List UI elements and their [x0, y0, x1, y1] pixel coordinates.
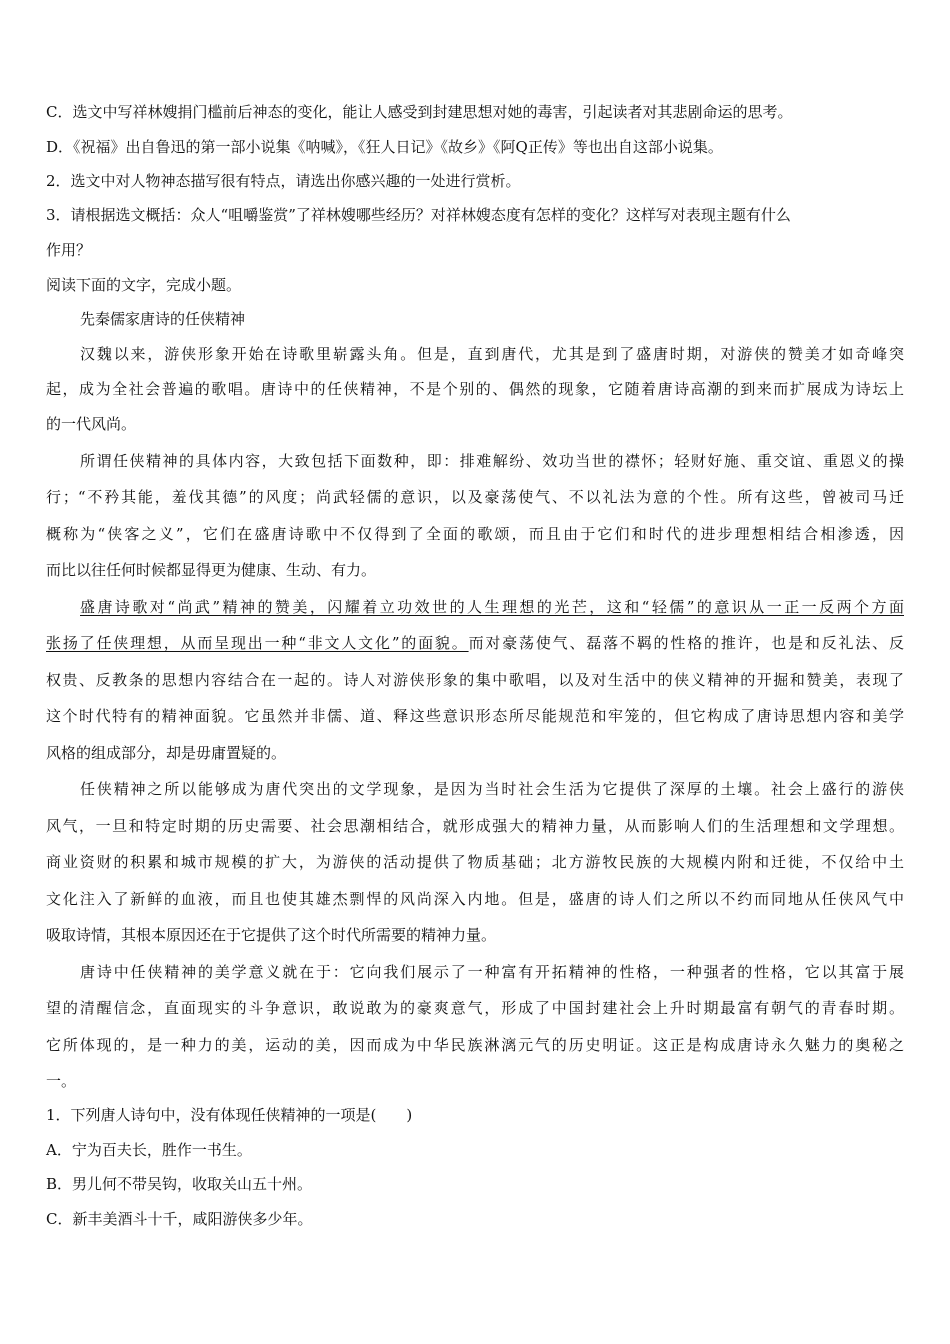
paragraph-1-line: 的一代风尚。 — [46, 415, 137, 433]
question-1-option-b: B．男儿何不带吴钩，收取关山五十州。 — [46, 1175, 313, 1193]
paragraph-1-line: 起，成为全社会普遍的歌唱。唐诗中的任侠精神，不是个别的、偶然的现象，它随着唐诗高潮的到来而扩展成为诗坛上 — [46, 380, 904, 398]
paragraph-5-line: 望的清醒信念，直面现实的斗争意识，敢说敢为的豪爽意气，形成了中国封建社会上升时期最富有朝气的青春时期。 — [46, 999, 904, 1017]
paragraph-4-line: 吸取诗情，其根本原因还在于它提供了这个时代所需要的精神力量。 — [46, 926, 497, 944]
paragraph-3-text: 而对豪荡使气、磊落不羁的性格的推许，也是和反礼法、反 — [468, 634, 904, 652]
prev-question-3-line-1: 3．请根据选文概括：众人“咀嚼鉴赏”了祥林嫂哪些经历？对祥林嫂态度有怎样的变化？这样写对表现主题有什么 — [46, 206, 791, 224]
prev-option-d: D．《祝福》出自鲁迅的第一部小说集《呐喊》，《狂人日记》《故乡》《阿Q正传》等也出自这部小说集。 — [46, 138, 723, 156]
question-1-stem: 1．下列唐人诗句中，没有体现任侠精神的一项是( ) — [46, 1106, 413, 1124]
paragraph-2-line: 行；“不矜其能，羞伐其德”的风度；尚武轻儒的意识，以及豪荡使气、不以礼法为意的个性。所有这些，曾被司马迁 — [46, 488, 904, 506]
paragraph-4-line: 文化注入了新鲜的血液，而且也使其雄杰剽悍的风尚深入内地。但是，盛唐的诗人们之所以不约而同地从任侠风气中 — [46, 890, 904, 908]
paragraph-5-line: 一。 — [46, 1072, 77, 1090]
paragraph-2-line: 概称为“侠客之义”，它们在盛唐诗歌中不仅得到了全面的歌颂，而且由于它们和时代的进步理想相结合相渗透，因 — [46, 525, 904, 543]
paragraph-4-line: 任侠精神之所以能够成为唐代突出的文学现象，是因为当时社会生活为它提供了深厚的土壤。社会上盛行的游侠 — [80, 780, 904, 798]
paragraph-5-line: 它所体现的，是一种力的美，运动的美，因而成为中华民族淋漓元气的历史明证。这正是构成唐诗永久魅力的奥秘之 — [46, 1036, 904, 1054]
paragraph-1-line: 汉魏以来，游侠形象开始在诗歌里崭露头角。但是，直到唐代，尤其是到了盛唐时期，对游侠的赞美才如奇峰突 — [80, 345, 904, 363]
paragraph-4-line: 风气，一旦和特定时期的历史需要、社会思潮相结合，就形成强大的精神力量，从而影响人们的生活理想和文学理想。 — [46, 817, 904, 835]
paragraph-3-line — [46, 633, 904, 653]
prev-question-2: 2．选文中对人物神态描写很有特点，请选出你感兴趣的一处进行赏析。 — [46, 172, 521, 190]
paragraph-4-line: 商业资财的积累和城市规模的扩大，为游侠的活动提供了物质基础；北方游牧民族的大规模内附和迁徙，不仅给中土 — [46, 853, 904, 871]
prev-question-3-line-2: 作用？ — [46, 241, 92, 259]
question-1-option-c: C．新丰美酒斗十千，咸阳游侠多少年。 — [46, 1210, 313, 1228]
paragraph-3-line: 风格的组成部分，却是毋庸置疑的。 — [46, 744, 287, 762]
paragraph-2-line: 所谓任侠精神的具体内容，大致包括下面数种，即：排难解纷、效功当世的襟怀；轻财好施、重交谊、重恩义的操 — [80, 452, 904, 470]
paragraph-2-line: 而比以往任何时候都显得更为健康、生动、有力。 — [46, 561, 377, 579]
paragraph-3-line: 权贵、反教条的思想内容结合在一起的。诗人对游侠形象的集中歌唱，以及对生活中的侠义精神的开掘和赞美，表现了 — [46, 671, 904, 689]
question-1-option-a: A．宁为百夫长，胜作一书生。 — [46, 1141, 252, 1159]
paragraph-5-line: 唐诗中任侠精神的美学意义就在于：它向我们展示了一种富有开拓精神的性格，一种强者的性格，它以其富于展 — [80, 963, 904, 981]
prev-option-c: C．选文中写祥林嫂捐门槛前后神态的变化，能让人感受到封建思想对她的毒害，引起读者对其悲剧命运的思考。 — [46, 103, 793, 121]
underlined-sentence-end: 张扬了任侠理想，从而呈现出一种“非文人文化”的面貌。 — [46, 634, 469, 652]
reading-instruction: 阅读下面的文字，完成小题。 — [46, 276, 242, 294]
paragraph-3-line: 这个时代特有的精神面貌。它虽然并非儒、道、释这些意识形态所尽能规范和牢笼的，但它构成了唐诗思想内容和美学 — [46, 707, 904, 725]
article-title: 先秦儒家唐诗的任侠精神 — [80, 310, 246, 328]
underlined-sentence-line: 盛唐诗歌对“尚武”精神的赞美，闪耀着立功效世的人生理想的光芒，这和“轻儒”的意识从一正一反两个方面 — [80, 598, 904, 616]
